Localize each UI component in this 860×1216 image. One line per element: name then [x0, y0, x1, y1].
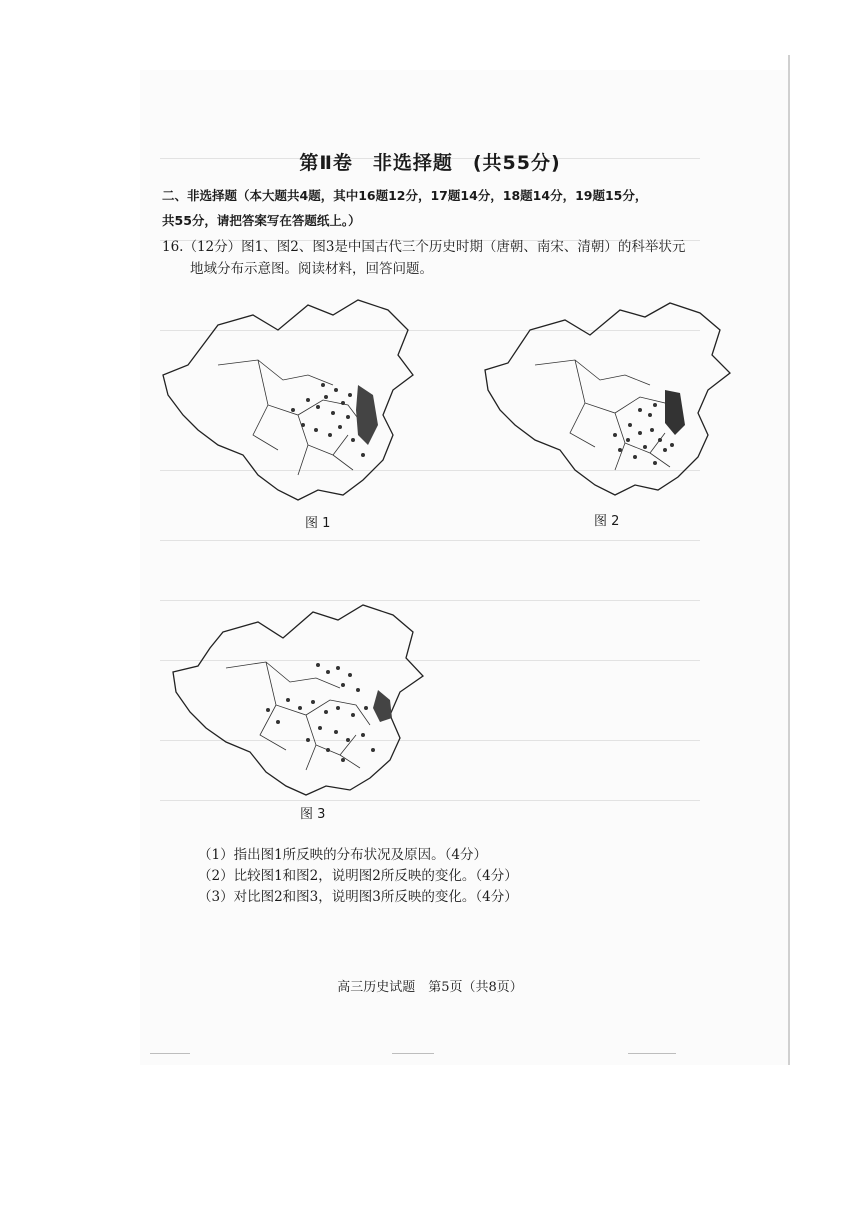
question-16-stem-line-1: 16.（12分）图1、图2、图3是中国古代三个历史时期（唐朝、南宋、清朝）的科举状元 — [162, 239, 686, 255]
bottom-mark-center — [392, 1053, 434, 1054]
section-title: 第Ⅱ卷 非选择题 (共55分) — [299, 152, 561, 174]
china-map-qing-icon — [168, 590, 438, 800]
map-figure-2 — [480, 285, 745, 505]
instruction-line-1: 二、非选择题（本大题共4题，其中16题12分，17题14分，18题14分，19题15分， — [162, 188, 648, 203]
china-map-tang-icon — [158, 285, 428, 510]
figure-3-caption: 图 3 — [300, 807, 326, 822]
figure-2-caption: 图 2 — [594, 514, 620, 529]
map-figure-1 — [158, 285, 428, 510]
china-map-southern-song-icon — [480, 285, 745, 505]
sub-question-3: （3）对比图2和图3，说明图3所反映的变化。（4分） — [198, 889, 518, 905]
figure-1-caption: 图 1 — [305, 516, 331, 531]
instruction-line-2: 共55分，请把答案写在答题纸上。） — [162, 213, 361, 228]
bottom-mark-right — [628, 1053, 676, 1054]
sub-question-1: （1）指出图1所反映的分布状况及原因。（4分） — [198, 847, 488, 863]
bottom-mark-left — [150, 1053, 190, 1054]
map-figure-3 — [168, 590, 438, 800]
page-edge-shadow — [788, 55, 790, 1065]
sub-question-2: （2）比较图1和图2，说明图2所反映的变化。（4分） — [198, 868, 518, 884]
question-16-stem-line-2: 地域分布示意图。阅读材料，回答问题。 — [190, 261, 433, 277]
page-footer: 高三历史试题 第5页（共8页） — [337, 980, 523, 995]
